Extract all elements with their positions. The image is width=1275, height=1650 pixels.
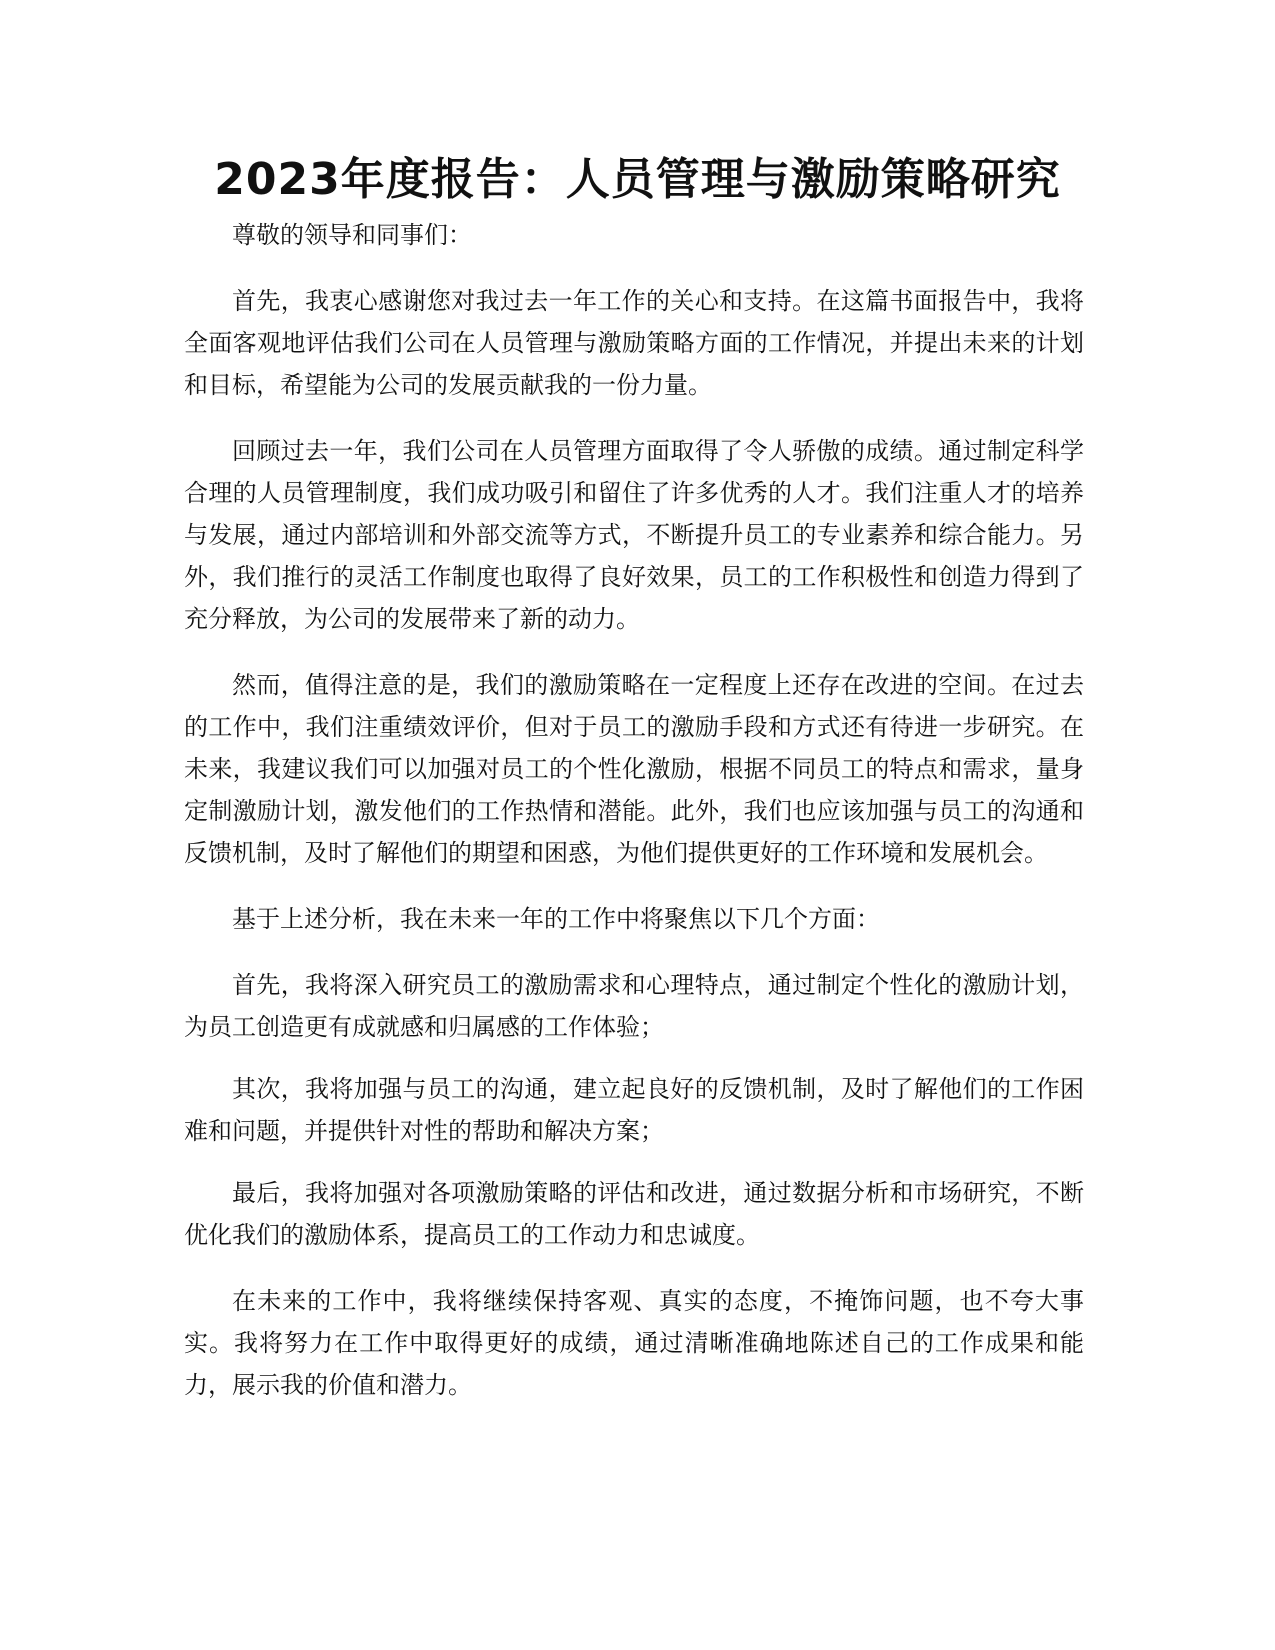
paragraph-focus-second: 其次，我将加强与员工的沟通，建立起良好的反馈机制，及时了解他们的工作困难和问题，并提供针对性的帮助和解决方案； xyxy=(184,1075,1084,1145)
paragraph-closing: 在未来的工作中，我将继续保持客观、真实的态度，不掩饰问题，也不夸大事实。我将努力在工作中取得更好的成绩，通过清晰准确地陈述自己的工作成果和能力，展示我的价值和潜力。 xyxy=(184,1287,1084,1399)
paragraph-review: 回顾过去一年，我们公司在人员管理方面取得了令人骄傲的成绩。通过制定科学合理的人员管理制度，我们成功吸引和留住了许多优秀的人才。我们注重人才的培养与发展，通过内部培训和外部交流等方式，不断提升员工的专业素养和综合能力。另外，我们推行的灵活工作制度也取得了良好效果，员工的工作积极性和创造力得到了充分释放，为公司的发展带来了新的动力。 xyxy=(184,437,1084,633)
paragraph-improvement: 然而，值得注意的是，我们的激励策略在一定程度上还存在改进的空间。在过去的工作中，我们注重绩效评价，但对于员工的激励手段和方式还有待进一步研究。在未来，我建议我们可以加强对员工的个性化激励，根据不同员工的特点和需求，量身定制激励计划，激发他们的工作热情和潜能。此外，我们也应该加强与员工的沟通和反馈机制，及时了解他们的期望和困惑，为他们提供更好的工作环境和发展机会。 xyxy=(184,671,1084,867)
document-body xyxy=(184,214,1084,1430)
paragraph-intro: 首先，我衷心感谢您对我过去一年工作的关心和支持。在这篇书面报告中，我将全面客观地评估我们公司在人员管理与激励策略方面的工作情况，并提出未来的计划和目标，希望能为公司的发展贡献我的一份力量。 xyxy=(184,287,1084,399)
paragraph-focus-first: 首先，我将深入研究员工的激励需求和心理特点，通过制定个性化的激励计划，为员工创造更有成就感和归属感的工作体验； xyxy=(184,971,1084,1041)
document-title: 2023年度报告：人员管理与激励策略研究 xyxy=(214,154,1061,205)
paragraph-focus-intro: 基于上述分析，我在未来一年的工作中将聚焦以下几个方面： xyxy=(232,905,880,933)
salutation: 尊敬的领导和同事们： xyxy=(232,221,472,249)
paragraph-focus-last: 最后，我将加强对各项激励策略的评估和改进，通过数据分析和市场研究，不断优化我们的激励体系，提高员工的工作动力和忠诚度。 xyxy=(184,1179,1084,1249)
